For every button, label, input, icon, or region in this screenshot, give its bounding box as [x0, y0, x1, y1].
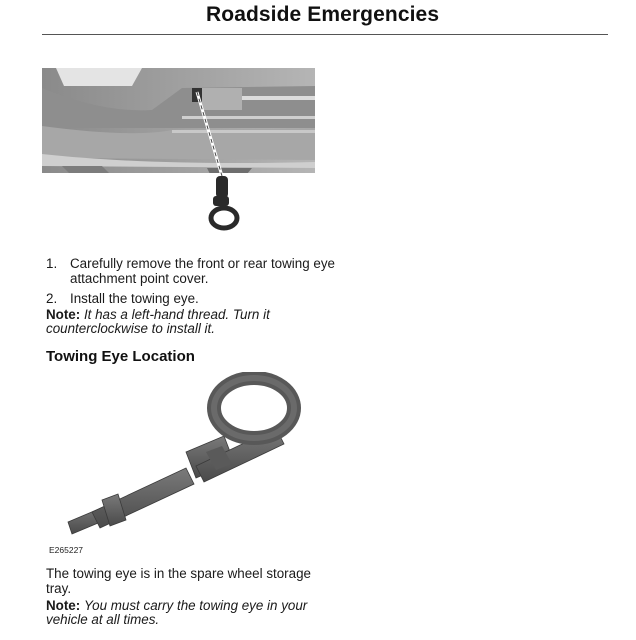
- note-carry: [46, 599, 336, 627]
- step-text: Install the towing eye.: [70, 291, 199, 306]
- page-title: Roadside Emergencies: [206, 3, 440, 26]
- step-number: 2.: [46, 291, 58, 306]
- step-item: [46, 256, 336, 286]
- location-paragraph: The towing eye is in the spare wheel storage tray.: [46, 566, 311, 596]
- header-divider: [42, 34, 608, 35]
- step-item: [46, 291, 336, 306]
- note-label: Note:: [46, 598, 81, 613]
- step-number: 1.: [46, 256, 58, 271]
- figure-code: E265227: [49, 545, 84, 555]
- note-thread: [46, 308, 336, 336]
- towing-eye-illustration: [46, 372, 316, 542]
- section-heading: Towing Eye Location: [46, 348, 195, 365]
- steps-list: [46, 256, 336, 311]
- note-text: It has a left-hand thread. Turn it counterclockwise to install it.: [46, 307, 270, 336]
- step-text: Carefully remove the front or rear towing eye attachment point cover.: [70, 256, 335, 286]
- bumper-towing-eye-illustration: [42, 68, 315, 238]
- note-text: You must carry the towing eye in your vehicle at all times.: [46, 598, 308, 627]
- note-label: Note:: [46, 307, 81, 322]
